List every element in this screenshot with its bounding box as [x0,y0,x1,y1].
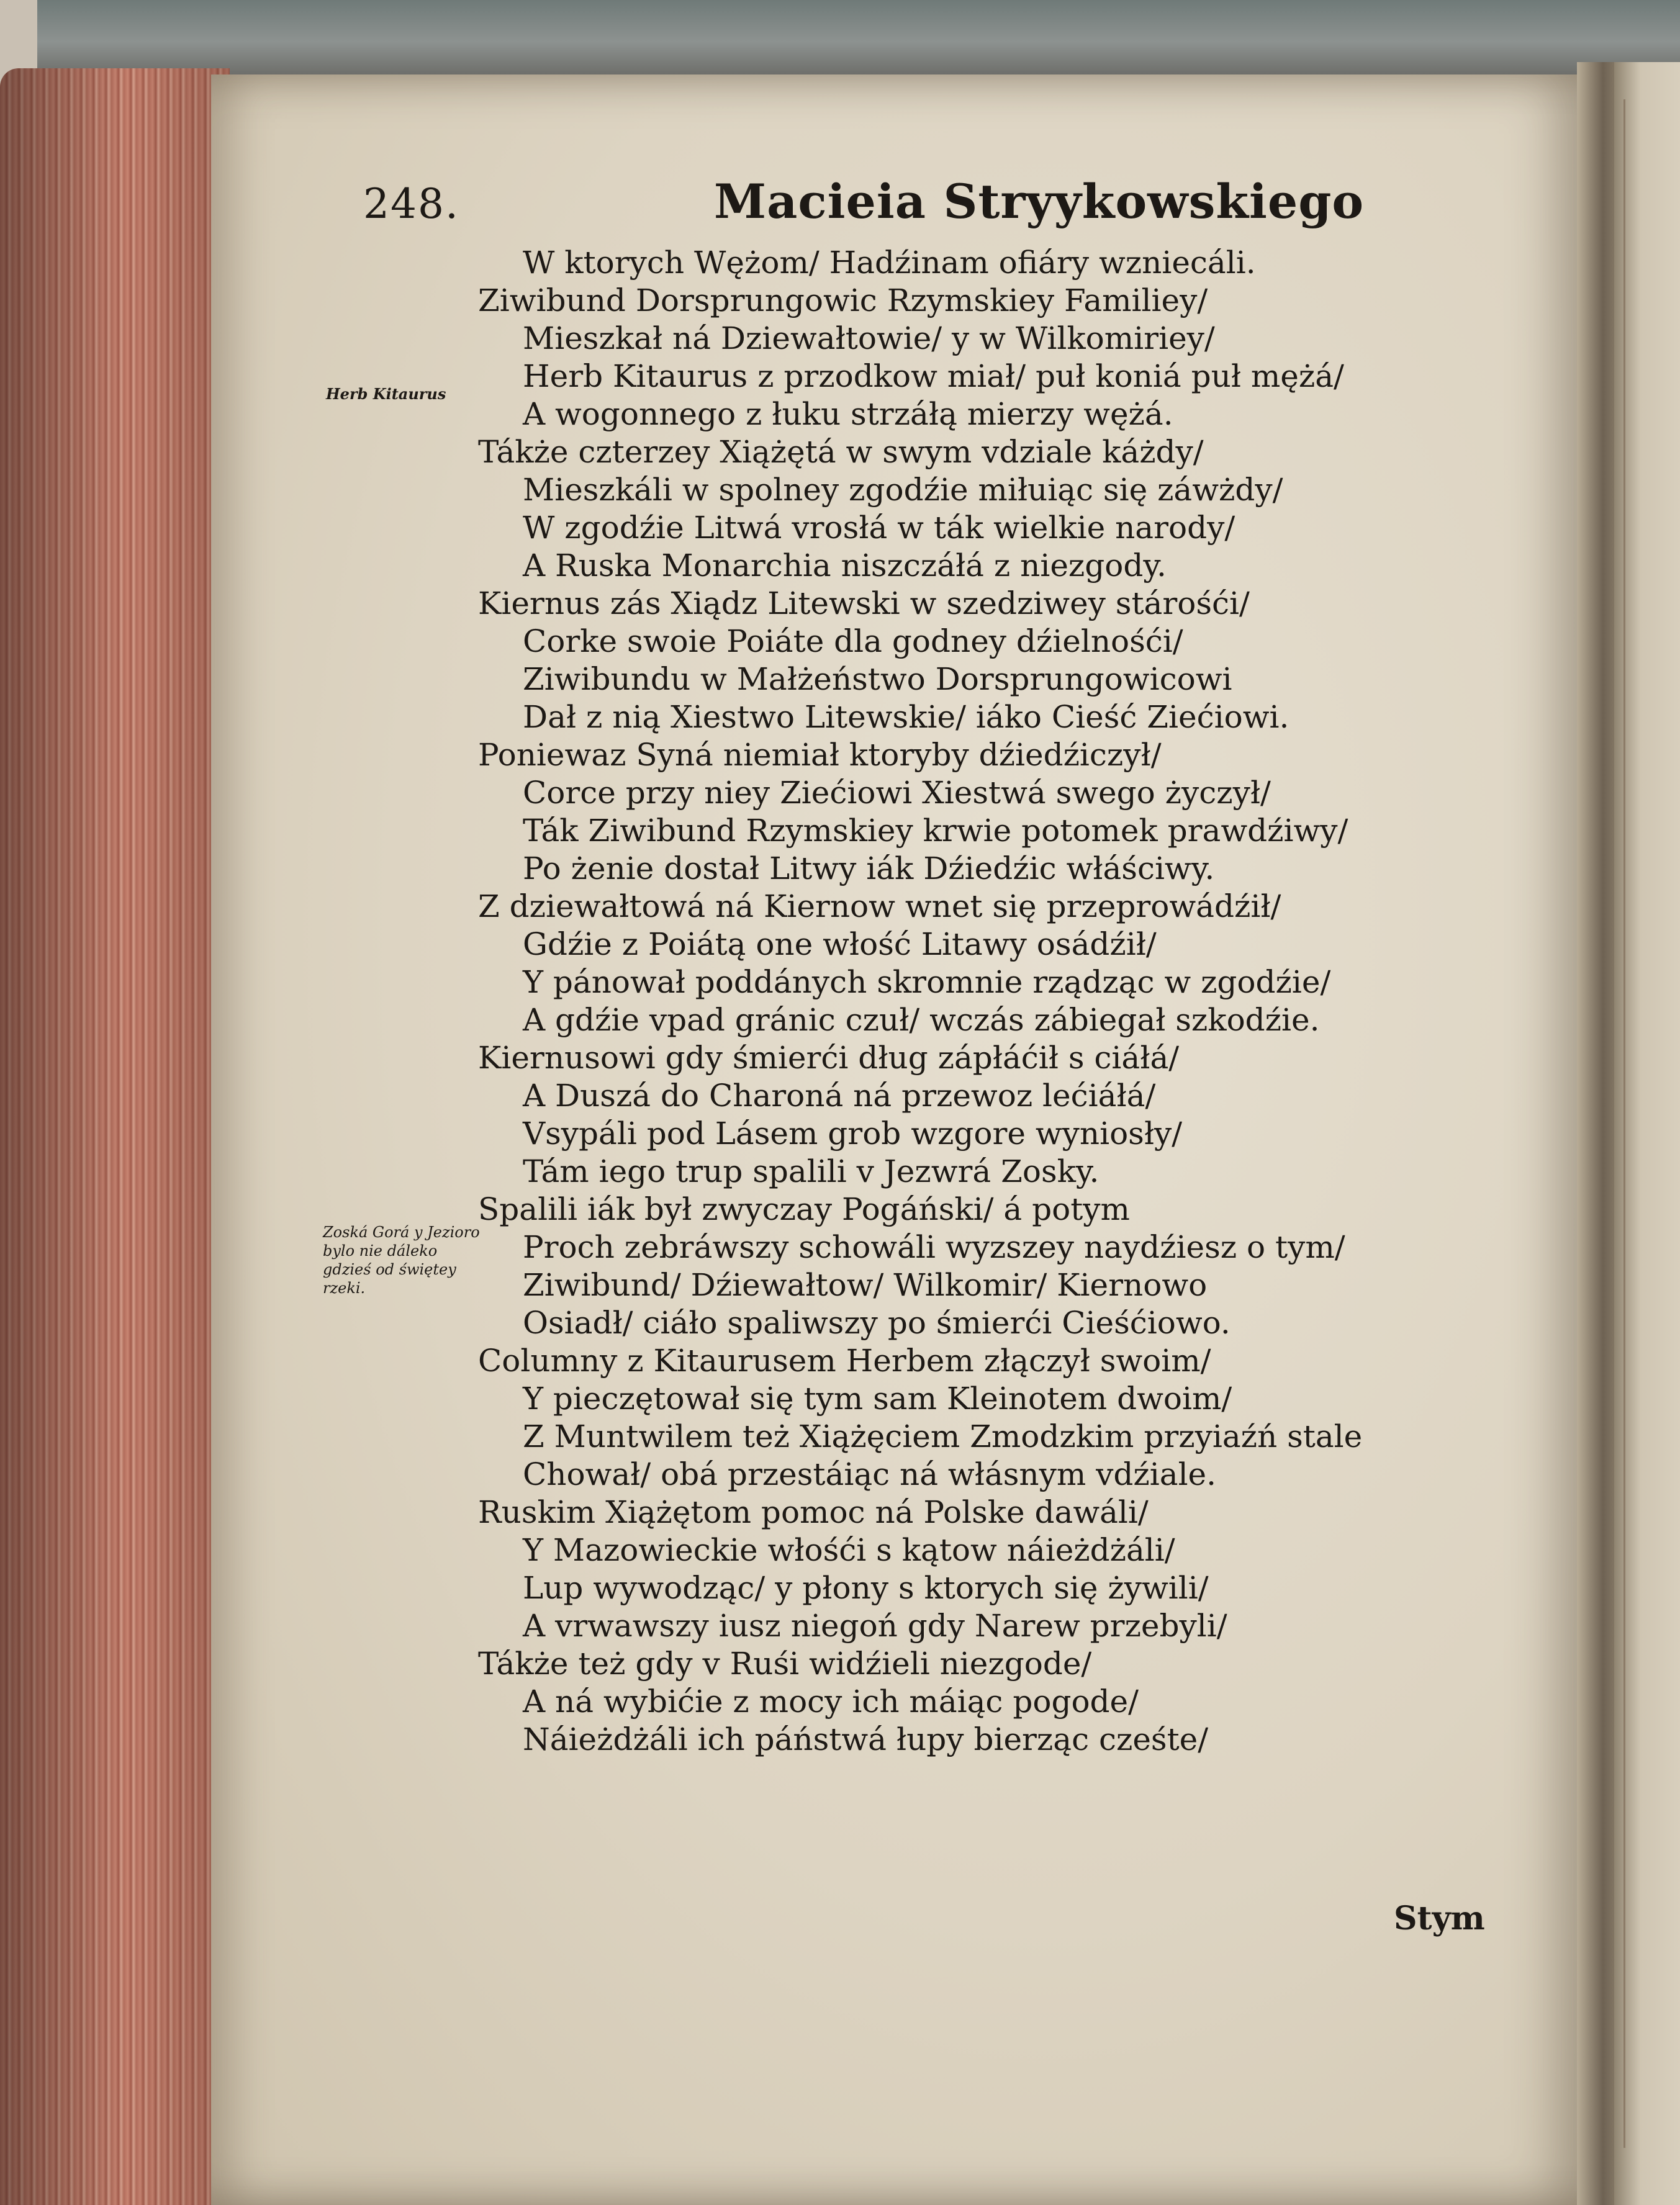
margin-note-zoska: Zoská Gorá y Jezioro bylo nie dáleko gdzieś od świętey rzeki. [323,1224,480,1297]
verse-line: A ná wybićie z mocy ich máiąc pogode/ [523,1684,1139,1720]
verse-line: Dał z nią Xiestwo Litewskie/ iáko Cieść Ziećiowi. [523,699,1289,735]
verse-line: Poniewaz Syná niemiał ktoryby dźiedźiczył/ [478,737,1162,773]
verse-line: Tám iego trup spalili v Jezwrá Zosky. [523,1153,1100,1189]
verse-line: Ziwibund/ Dźiewałtow/ Wilkomir/ Kiernowo [523,1267,1208,1303]
verse-line: Kiernus zás Xiądz Litewski w szedziwey stárośći/ [478,585,1250,621]
verse-line: Ruskim Xiążętom pomoc ná Polske dawáli/ [478,1494,1149,1530]
verse-line: Kiernusowi gdy śmierći dług zápłáćił s ciáłá/ [478,1040,1180,1076]
verse-line: Tákże też gdy v Ruśi widźieli niezgode/ [478,1646,1092,1682]
running-head: Macieia Stryykowskiego [714,174,1365,229]
verse-line: Corke swoie Poiáte dla godney dźielnośći/ [523,623,1183,659]
verse-line: Ziwibundu w Małżeństwo Dorsprungowicowi [523,661,1232,697]
verse-line: A vrwawszy iusz niegoń gdy Narew przebyli/ [523,1608,1227,1644]
catchword: Stym [1394,1900,1485,1937]
page-number: 248. [363,180,459,228]
verse-line: Lup wywodząc/ y płony s ktorych się żywili/ [523,1570,1209,1606]
verse-line: A Duszá do Charoná ná przewoz lećiáłá/ [523,1078,1156,1114]
verse-line: Chował/ obá przestáiąc ná włásnym vdźiale. [523,1456,1217,1492]
verse-line: W zgodźie Litwá vrosłá w ták wielkie narody/ [523,510,1235,546]
verse-line: Spalili iák był zwyczay Pogáński/ á potym [478,1191,1130,1227]
verse-line: Corce przy niey Ziećiowi Xiestwá swego życzył/ [523,775,1271,811]
verse-line: A gdźie vpad gránic czuł/ wczás zábiegał szkodźie. [523,1002,1320,1038]
verse-line: Mieszkáli w spolney zgodźie miłuiąc się záwżdy/ [523,472,1283,508]
verse-line: A Ruska Monarchia niszczáłá z niezgody. [523,548,1167,584]
verse-line: Z Muntwilem też Xiążęciem Zmodzkim przyiaźń stale [523,1418,1363,1454]
verse-line: Po żenie dostał Litwy iák Dźiedźic włáściwy. [523,850,1215,886]
verse-line: Herb Kitaurus z przodkow miał/ puł koniá puł mężá/ [523,358,1344,394]
verse-line: Ták Ziwibund Rzymskiey krwie potomek prawdźiwy/ [523,813,1348,849]
verse-line: W ktorych Wężom/ Hadźinam ofiáry wzniecáli. [523,245,1256,281]
verse-line: Tákże czterzey Xiążętá w swym vdziale káżdy/ [478,434,1204,470]
verse-line: Osiadł/ ciáło spaliwszy po śmierći Cieśćiowo. [523,1305,1231,1341]
verse-line: Vsypáli pod Lásem grob wzgore wyniosły/ [523,1116,1183,1152]
verse-line: Y Mazowieckie włośći s kątow náieżdżáli/ [523,1532,1175,1568]
verse-line: Proch zebráwszy schowáli wyzszey naydźiesz o tym/ [523,1229,1345,1265]
margin-note-herb: Herb Kitaurus [326,385,446,403]
verse-line: Mieszkał ná Dziewałtowie/ y w Wilkomiriey/ [523,320,1215,356]
verse-line: A wogonnego z łuku strzáłą mierzy wężá. [523,396,1173,432]
verse-line: Ziwibund Dorsprungowic Rzymskiey Familiey/ [478,282,1208,318]
verse-line: Y pánował poddánych skromnie rządząc w zgodźie/ [523,964,1331,1000]
verse-line: Gdźie z Poiátą one włość Litawy osádźił/ [523,926,1157,962]
verse-line: Náieżdżáli ich páństwá łupy bierząc cześte/ [523,1721,1209,1757]
verse-line: Columny z Kitaurusem Herbem złączył swoim/ [478,1343,1211,1379]
verse-text [478,244,1434,1759]
verse-line: Z dziewałtowá ná Kiernow wnet się przeprowádźił/ [478,888,1281,924]
verse-line: Y pieczętował się tym sam Kleinotem dwoim/ [523,1381,1232,1417]
